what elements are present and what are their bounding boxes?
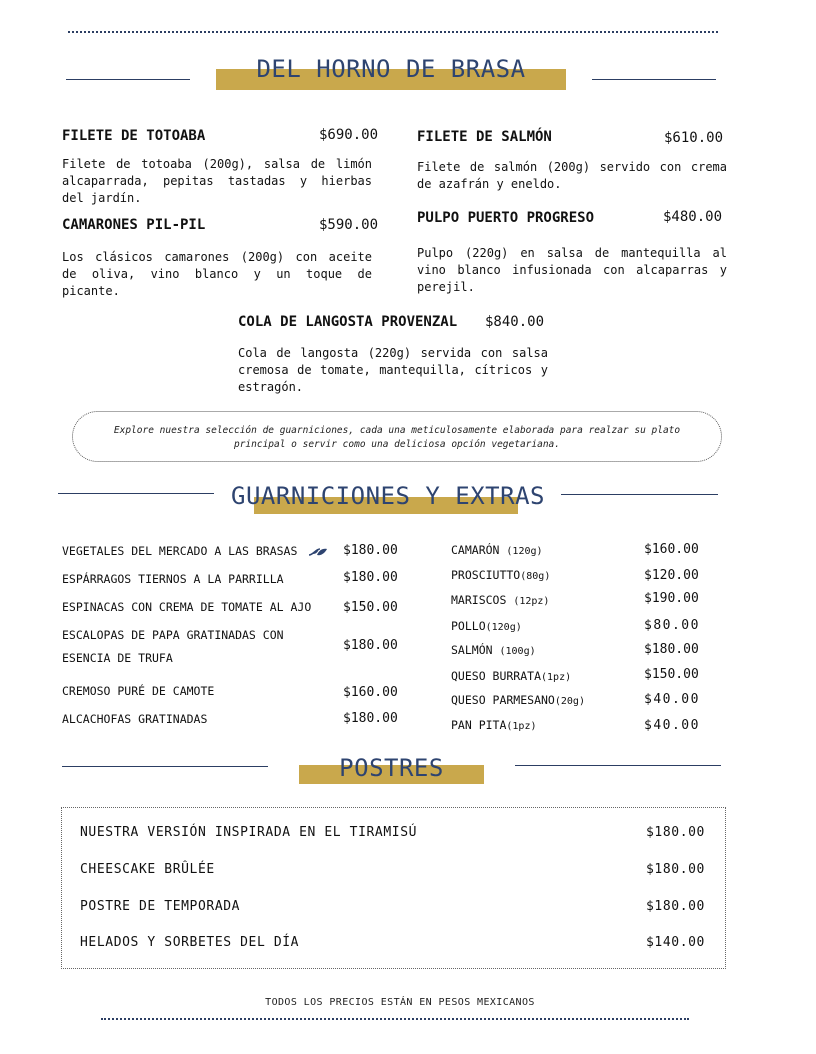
side-item-price: $180.00 (343, 570, 398, 585)
item-name: PULPO PUERTO PROGRESO (417, 210, 595, 226)
footer-note: TODOS LOS PRECIOS ESTÁN EN PESOS MEXICANOS (265, 997, 535, 1008)
item-price: $690.00 (319, 127, 379, 143)
side-item-name: ALCACHOFAS GRATINADAS (62, 712, 208, 726)
dessert-price: $180.00 (646, 899, 705, 914)
note-text: Explore nuestra selección de guarniciones, cada una meticulosamente elaborada para realzar su plato principal o servir como una deliciosa opción vegetariana. (113, 425, 681, 450)
extra-item-name: QUESO PARMESANO(20g) (451, 693, 585, 707)
side-item-name: ESPINACAS CON CREMA DE TOMATE AL AJO (62, 600, 312, 614)
extra-item-price: $120.00 (644, 568, 699, 583)
extra-item-name: PAN PITA(1pz) (451, 718, 537, 732)
leaf-icon (308, 547, 328, 557)
extra-item-price: $180.00 (644, 642, 699, 657)
extra-item-price: $150.00 (644, 667, 699, 682)
side-item-price: $180.00 (343, 638, 398, 653)
extra-item-name: POLLO(120g) (451, 619, 522, 633)
extra-item-price: $160.00 (644, 542, 699, 557)
extra-item-price: $190.00 (644, 591, 699, 606)
item-name: COLA DE LANGOSTA PROVENZAL (238, 314, 458, 330)
item-name: CAMARONES PIL-PIL (62, 217, 206, 233)
extra-item-name: MARISCOS (12pz) (451, 593, 550, 607)
side-item-name: VEGETALES DEL MERCADO A LAS BRASAS (62, 540, 328, 562)
item-price: $480.00 (663, 209, 723, 225)
side-item-name: ESCALOPAS DE PAPA GRATINADAS CON (62, 628, 284, 642)
section-rule-right (592, 79, 716, 80)
dessert-name: NUESTRA VERSIÓN INSPIRADA EN EL TIRAMISÚ (80, 825, 418, 840)
extra-item-name: PROSCIUTTO(80g) (451, 568, 551, 582)
side-item-price: $150.00 (343, 600, 398, 615)
item-description: Filete de salmón (200g) servido con crema de azafrán y eneldo. (417, 160, 727, 191)
guarniciones-note (72, 411, 722, 462)
section-rule-right (515, 765, 721, 766)
extra-item-name: QUESO BURRATA(1pz) (451, 669, 572, 683)
item-price: $590.00 (319, 217, 379, 233)
section-rule-left (58, 493, 214, 494)
side-item-name: ESPÁRRAGOS TIERNOS A LA PARRILLA (62, 572, 284, 586)
section-title-horno: DEL HORNO DE BRASA (256, 55, 526, 83)
extra-item-price: $40.00 (644, 718, 700, 733)
dessert-name: CHEESCAKE BRÛLÉE (80, 862, 215, 877)
section-rule-right (561, 494, 718, 495)
top-dotted-divider (68, 31, 718, 33)
dessert-name: POSTRE DE TEMPORADA (80, 899, 241, 914)
item-name: FILETE DE TOTOABA (62, 128, 206, 144)
item-name: FILETE DE SALMÓN (417, 129, 552, 145)
section-title-postres: POSTRES (339, 754, 444, 782)
side-item-price: $180.00 (343, 543, 398, 558)
side-item-name: ESENCIA DE TRUFA (62, 651, 173, 665)
section-rule-left (66, 79, 190, 80)
side-item-price: $180.00 (343, 711, 398, 726)
bottom-dotted-divider (101, 1018, 689, 1020)
section-rule-left (62, 766, 268, 767)
extra-item-name: SALMÓN (100g) (451, 643, 536, 657)
item-description: Filete de totoaba (200g), salsa de limón alcaparrada, pepitas tastadas y hierbas del jardín. (62, 157, 372, 205)
extra-item-price: $80.00 (644, 618, 700, 633)
item-description: Los clásicos camarones (200g) con aceite de oliva, vino blanco y un toque de picante. (62, 250, 372, 298)
dessert-price: $180.00 (646, 825, 705, 840)
dessert-price: $180.00 (646, 862, 705, 877)
extra-item-price: $40.00 (644, 692, 700, 707)
dessert-name: HELADOS Y SORBETES DEL DÍA (80, 935, 300, 950)
item-price: $610.00 (664, 130, 724, 146)
dessert-price: $140.00 (646, 935, 705, 950)
extra-item-name: CAMARÓN (120g) (451, 543, 543, 557)
side-item-name: CREMOSO PURÉ DE CAMOTE (62, 684, 215, 698)
section-title-guarniciones: GUARNICIONES Y EXTRAS (231, 482, 545, 510)
item-price: $840.00 (485, 314, 545, 330)
item-description: Cola de langosta (220g) servida con salsa cremosa de tomate, mantequilla, cítricos y estragón. (238, 346, 548, 394)
item-description: Pulpo (220g) en salsa de mantequilla al vino blanco infusionada con alcaparras y perejil. (417, 246, 727, 294)
side-item-price: $160.00 (343, 685, 398, 700)
